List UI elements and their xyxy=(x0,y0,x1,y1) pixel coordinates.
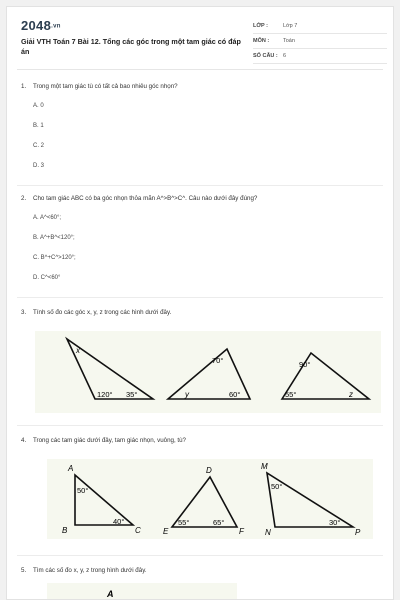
question-number: 4. xyxy=(21,437,27,444)
angle-label: 55° xyxy=(285,390,297,399)
meta-row-subject xyxy=(253,34,387,49)
angle-label: 40° xyxy=(113,517,125,526)
question-number: 3. xyxy=(21,309,27,316)
answer-option[interactable]: A. A^<60°; xyxy=(33,215,62,221)
vertex-label: C xyxy=(135,526,141,535)
angle-label: y xyxy=(185,390,189,399)
question-text: Tính số đo các góc x, y, z trong các hình dưới đây. xyxy=(33,309,172,316)
question-text: Trong một tam giác tù có tất cả bao nhiêu góc nhọn? xyxy=(33,83,178,90)
answer-option[interactable]: B. A^+B^<120°; xyxy=(33,235,75,241)
vertex-label: N xyxy=(265,528,271,537)
angle-label: 70° xyxy=(212,356,224,365)
angle-label: 90° xyxy=(299,360,311,369)
vertex-label: A xyxy=(107,589,114,599)
question-5-figure xyxy=(7,581,394,600)
site-logo[interactable] xyxy=(21,18,61,33)
question-text: Trong các tam giác dưới đây, tam giác nhọn, vuông, tù? xyxy=(33,437,186,444)
header-divider xyxy=(17,69,383,70)
page-title: Giải VTH Toán 7 Bài 12. Tổng các góc trong một tam giác có đáp án xyxy=(21,37,241,56)
vertex-label: F xyxy=(239,527,244,536)
worksheet-page xyxy=(6,6,394,600)
answer-option[interactable]: B. 1 xyxy=(33,123,44,129)
angle-label: 50° xyxy=(271,482,283,491)
angle-label: 55° xyxy=(178,518,190,527)
vertex-label: D xyxy=(206,466,212,475)
answer-option[interactable]: A. 0 xyxy=(33,103,44,109)
vertex-label: M xyxy=(261,462,268,471)
meta-row-class xyxy=(253,19,387,34)
angle-label: 60° xyxy=(229,390,241,399)
question-number: 2. xyxy=(21,195,27,202)
meta-table xyxy=(253,19,387,64)
meta-key: MÔN : xyxy=(253,38,270,44)
angle-label: x xyxy=(76,346,80,355)
answer-option[interactable]: D. 3 xyxy=(33,163,45,169)
angle-label: z xyxy=(349,390,353,399)
question-divider xyxy=(17,555,383,556)
figure-background xyxy=(35,331,381,413)
angle-label: 30° xyxy=(329,518,341,527)
meta-key: SỐ CÂU : xyxy=(253,53,278,59)
vertex-label: B xyxy=(62,526,68,535)
vertex-label: A xyxy=(68,464,74,473)
meta-value: 6 xyxy=(283,53,287,59)
angle-label: 65° xyxy=(213,518,225,527)
question-divider xyxy=(17,297,383,298)
vertex-label: P xyxy=(355,528,361,537)
angle-label: 120° xyxy=(97,390,113,399)
answer-option[interactable]: D. C^<60° xyxy=(33,275,61,281)
meta-value: Toán xyxy=(283,38,295,44)
logo-text: 2048 xyxy=(21,18,52,33)
answer-option[interactable]: C. 2 xyxy=(33,143,45,149)
question-3-figures xyxy=(7,327,394,417)
logo-tld: .vn xyxy=(51,23,61,30)
vertex-label: E xyxy=(163,527,169,536)
question-divider xyxy=(17,425,383,426)
angle-label: 35° xyxy=(126,390,138,399)
meta-key: LỚP : xyxy=(253,23,268,29)
question-number: 5. xyxy=(21,567,27,574)
meta-row-count xyxy=(253,49,387,64)
question-4-figures xyxy=(7,453,394,543)
answer-option[interactable]: C. B^+C^>120°; xyxy=(33,255,76,261)
figure-background xyxy=(47,583,237,600)
question-divider xyxy=(17,185,383,186)
angle-label: 50° xyxy=(77,486,89,495)
question-text: Tìm các số đo x, y, z trong hình dưới đây. xyxy=(33,567,147,574)
meta-value: Lớp 7 xyxy=(283,23,298,29)
question-text: Cho tam giác ABC có ba góc nhọn thỏa mãn A^>B^>C^. Câu nào dưới đây đúng? xyxy=(33,195,258,202)
question-number: 1. xyxy=(21,83,27,90)
